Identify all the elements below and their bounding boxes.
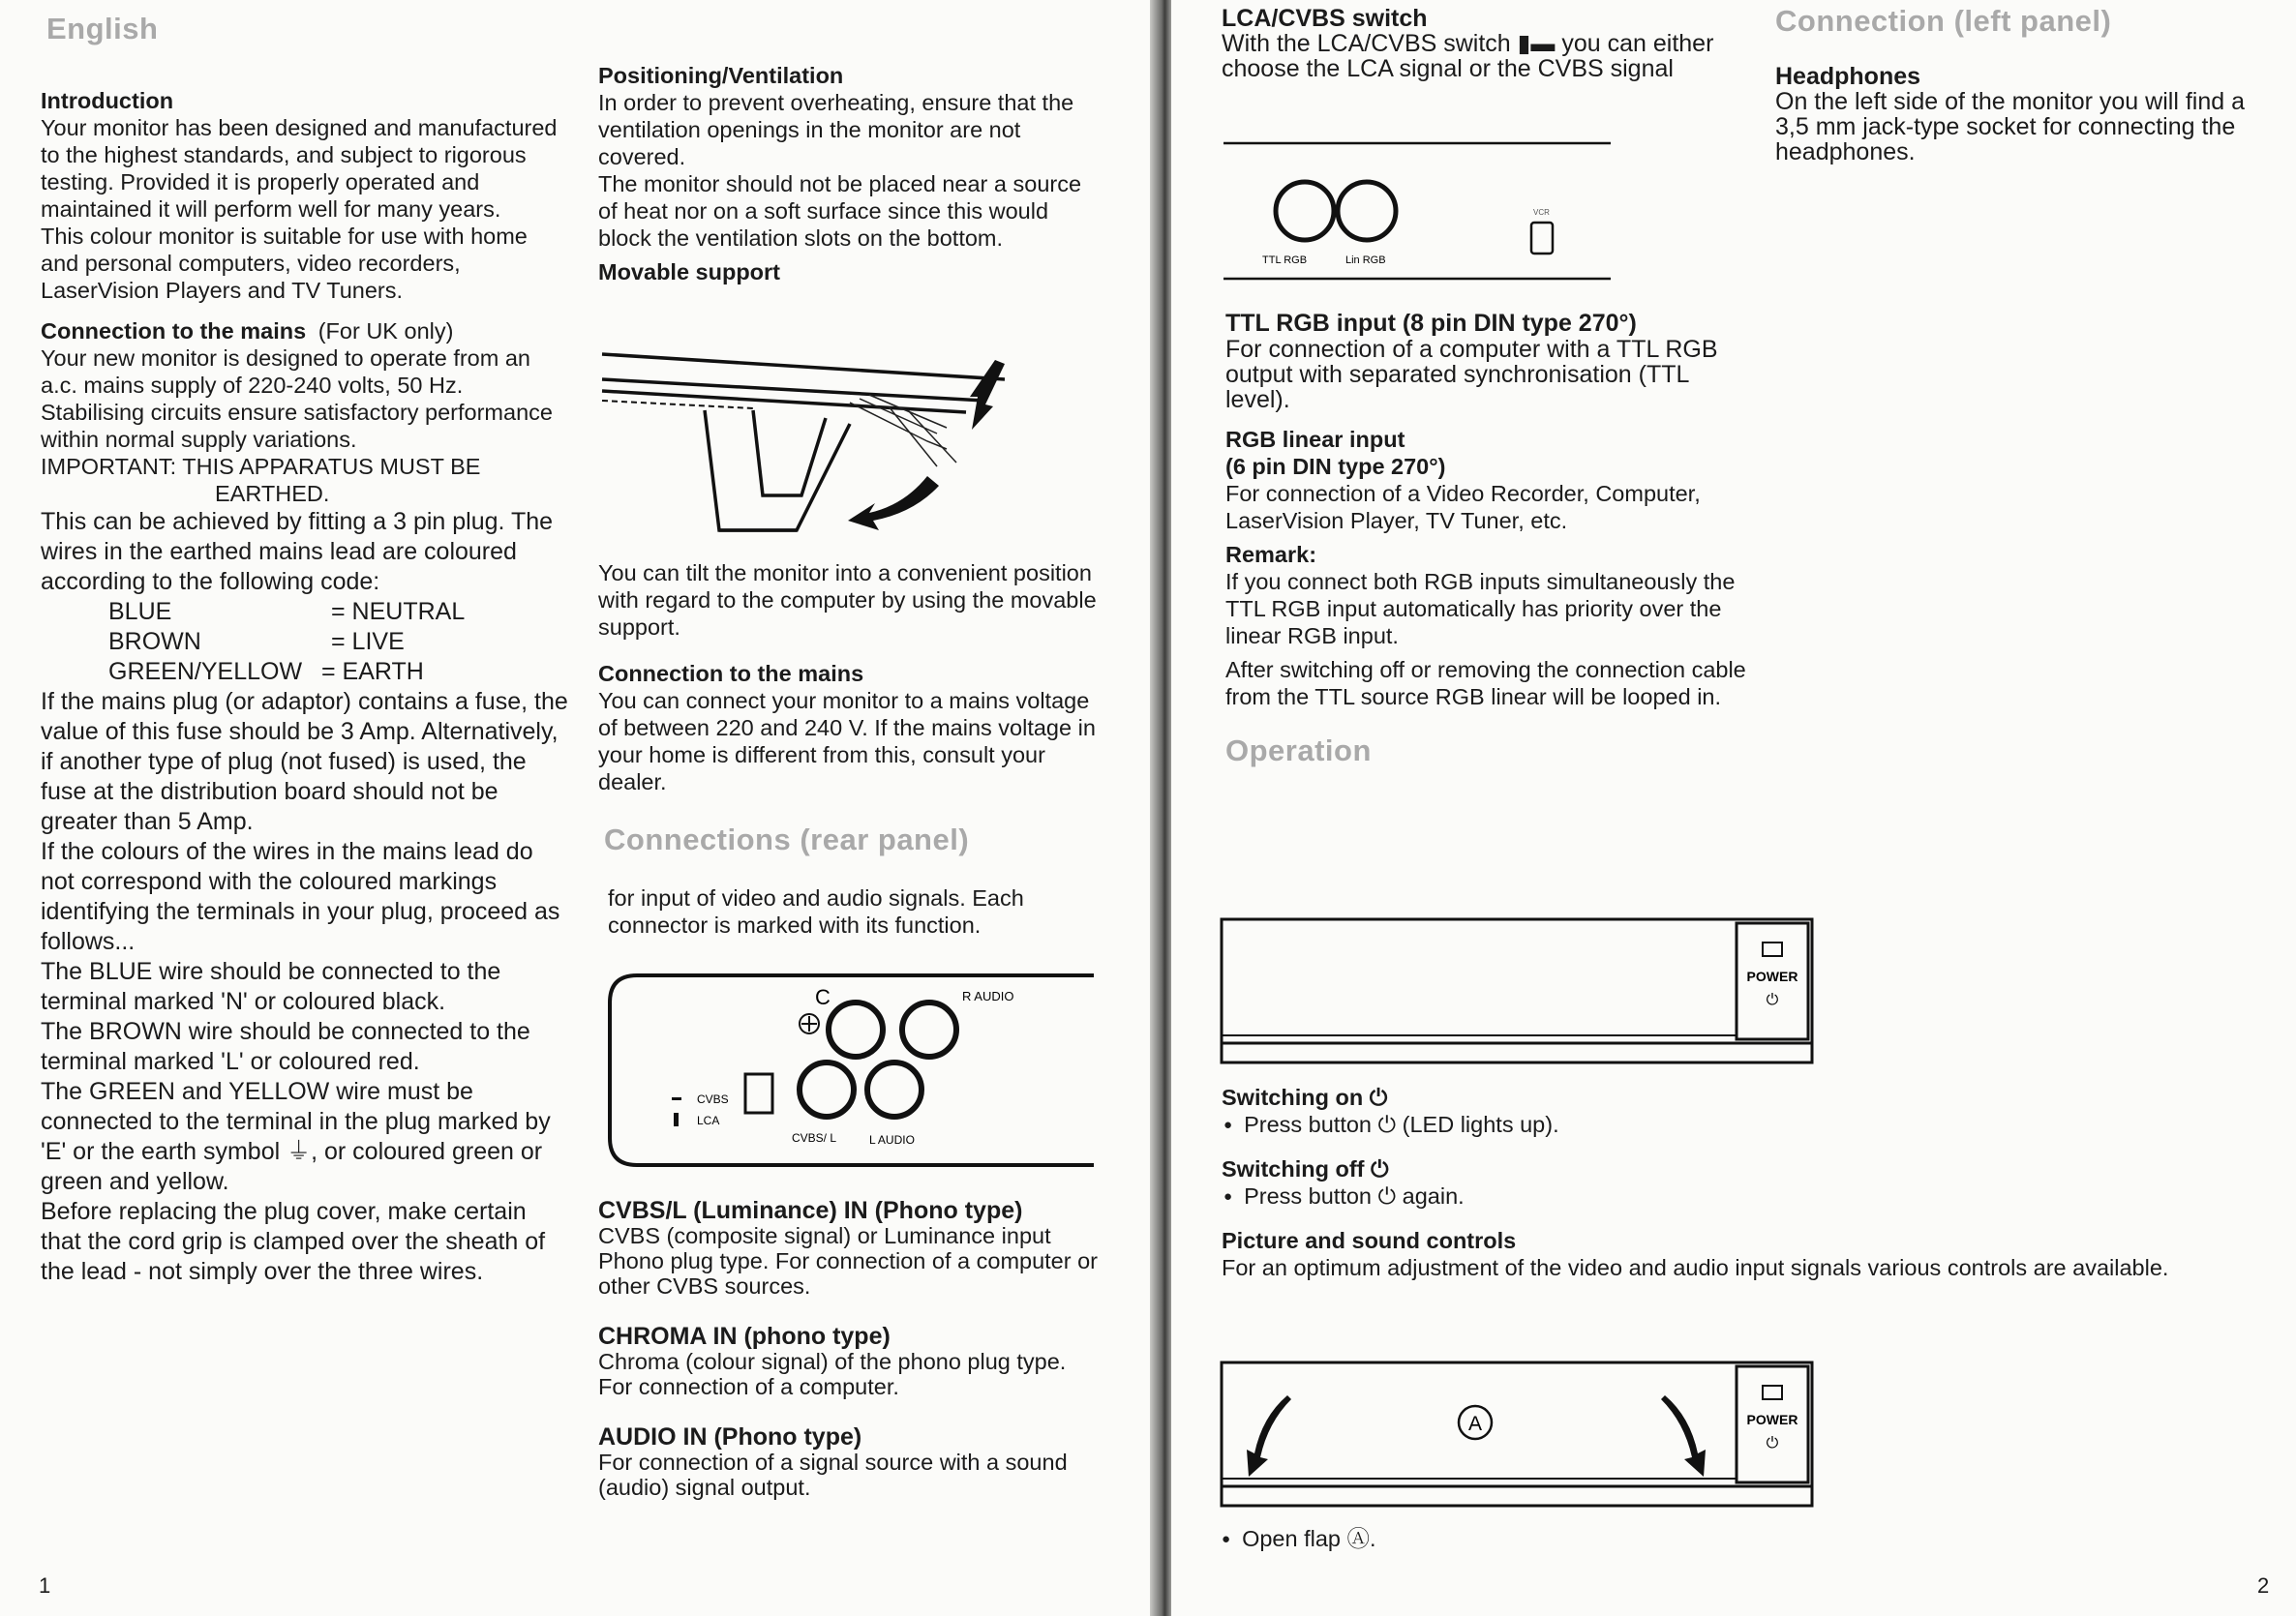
ttl-rgb-paragraph: For connection of a computer with a TTL RGB output with separated synchronisation (TTL level). xyxy=(1225,336,1718,413)
section-title-rear-panel: Connections (rear panel) xyxy=(604,823,970,856)
after-switching-paragraph: After switching off or removing the connection cable from the TTL source RGB linear will be looped in. xyxy=(1225,657,1746,709)
r-audio-label: R AUDIO xyxy=(962,989,1014,1003)
important-line-1: IMPORTANT: THIS APPARATUS MUST BE xyxy=(41,454,481,479)
headphones-paragraph: On the left side of the monitor you will find a 3,5 mm jack-type socket for connecting the headphones. xyxy=(1775,88,2245,165)
mains-uk-paragraph: Your new monitor is designed to operate from an a.c. mains supply of 220-240 volts, 50 Hz. Stabilising circuits ensure satisfactory performance within normal supply variations. xyxy=(41,345,553,452)
wire-code-row xyxy=(41,627,568,657)
vcr-label: VCR xyxy=(1533,208,1550,217)
tilt-paragraph: You can tilt the monitor into a convenient position with regard to the computer by using the movable support. xyxy=(598,560,1097,640)
power-led-icon xyxy=(1763,1386,1782,1399)
cvbs-paragraph: CVBS (composite signal) or Luminance input Phono plug type. For connection of a computer or other CVBS sources. xyxy=(598,1223,1099,1299)
positioning-heading: Positioning/Ventilation xyxy=(598,63,844,88)
intro-paragraph-1: Your monitor has been designed and manufactured to the highest standards, and subject to rigorous testing. Provided it is properly operated and maintained it will perform well for many years. xyxy=(41,115,558,222)
cvbs-marker-icon xyxy=(672,1097,681,1100)
lca-marker-icon xyxy=(674,1113,679,1126)
book-gutter xyxy=(1150,0,1171,1616)
flap-a-label: A xyxy=(1467,1413,1483,1435)
remark-paragraph: If you connect both RGB inputs simultaneously the TTL RGB input automatically has priority over the linear RGB input. xyxy=(1225,569,1736,648)
cvbs-label: CVBS xyxy=(697,1092,729,1106)
wire-code-row xyxy=(41,657,568,687)
wire-function: = EARTH xyxy=(321,658,424,685)
rgb-linear-heading-type: (6 pin DIN type 270°) xyxy=(1225,454,1446,479)
rear-panel-diagram xyxy=(602,968,1096,1171)
cvbs-l-socket xyxy=(800,1062,854,1117)
l-audio-label: L AUDIO xyxy=(869,1133,915,1147)
remark-heading: Remark: xyxy=(1225,542,1317,567)
rgb-linear-paragraph: For connection of a Video Recorder, Computer, LaserVision Player, TV Tuner, etc. xyxy=(1225,481,1701,533)
audio-paragraph: For connection of a signal source with a sound (audio) signal output. xyxy=(598,1450,1068,1500)
column-2-lower xyxy=(598,559,1102,939)
switching-off-heading: Switching off ⏻ xyxy=(1222,1156,1389,1182)
flap-arrow-right-icon xyxy=(1661,1395,1706,1477)
section-title-english: English xyxy=(46,12,159,45)
audio-heading: AUDIO IN (Phono type) xyxy=(598,1423,862,1451)
lca-cvbs-heading: LCA/CVBS switch xyxy=(1222,5,1428,32)
ttl-rgb-heading: TTL RGB input (8 pin DIN type 270°) xyxy=(1225,310,1637,337)
column-1 xyxy=(41,12,568,1287)
brown-wire-paragraph: The BROWN wire should be connected to the terminal marked 'L' or coloured red. xyxy=(41,1018,530,1075)
lin-rgb-socket xyxy=(1338,182,1396,240)
column-3-middle xyxy=(1225,310,1748,768)
ttl-rgb-socket xyxy=(1276,182,1334,240)
lin-rgb-label: Lin RGB xyxy=(1345,254,1386,266)
wire-colour: BLUE xyxy=(108,598,172,625)
colours-paragraph: If the colours of the wires in the mains lead do not correspond with the coloured markings identifying the terminals in your plug, proceed as follows... xyxy=(41,838,560,955)
wire-code-table xyxy=(41,597,568,687)
switching-on-bullet: ● Press button ⏻ (LED lights up). xyxy=(1222,1111,2267,1142)
column-4 xyxy=(1775,4,2269,165)
mains-heading: Connection to the mains xyxy=(598,661,864,686)
l-audio-socket xyxy=(867,1062,921,1117)
headphones-heading: Headphones xyxy=(1775,63,1921,90)
wire-function: = LIVE xyxy=(331,628,405,655)
front-flap-diagram xyxy=(1220,1361,1816,1508)
switching-on-heading: Switching on ⏻ xyxy=(1222,1085,1388,1110)
front-panel-diagram xyxy=(1220,917,1816,1064)
lca-cvbs-paragraph: With the LCA/CVBS switch ▮▬ you can either choose the LCA signal or the CVBS signal xyxy=(1222,30,1714,82)
mains-uk-heading-text: Connection to the mains xyxy=(41,318,307,344)
mains-uk-suffix: (For UK only) xyxy=(317,318,454,344)
picture-sound-heading: Picture and sound controls xyxy=(1222,1228,1517,1253)
rear-panel-paragraph: for input of video and audio signals. Each connector is marked with its function. xyxy=(608,885,1024,938)
important-line-2: EARTHED. xyxy=(215,481,330,506)
positioning-paragraph-2: The monitor should not be placed near a source of heat nor on a soft surface since this would block the ventilation slots on the bottom. xyxy=(598,171,1082,251)
mains-uk-heading xyxy=(41,317,568,344)
column-3-operation xyxy=(1222,1084,2267,1281)
chroma-label: C xyxy=(815,985,831,1009)
movable-support-heading: Movable support xyxy=(598,259,781,284)
page-number-1: 1 xyxy=(39,1573,51,1598)
intro-paragraph-2: This colour monitor is suitable for use with home and personal computers, video recorders, LaserVision Players and TV Tuners. xyxy=(41,224,528,303)
wire-code-row xyxy=(41,597,568,627)
power-button-icon: ⏻ xyxy=(1766,1433,1779,1451)
positioning-paragraph-1: In order to prevent overheating, ensure that the ventilation openings in the monitor are not covered. xyxy=(598,90,1074,169)
section-title-left-panel: Connection (left panel) xyxy=(1775,4,2112,38)
fuse-paragraph: If the mains plug (or adaptor) contains a fuse, the value of this fuse should be 3 Amp. Alternatively, if another type of plug (not fused) is used, the fuse at the distribution board should not be greater than 5 Amp. xyxy=(41,688,568,835)
wire-colour: GREEN/YELLOW xyxy=(108,658,303,685)
cvbs-heading: CVBS/L (Luminance) IN (Phono type) xyxy=(598,1197,1023,1224)
movable-support-illustration xyxy=(598,341,1063,552)
cvbs-l-label: CVBS/ L xyxy=(792,1131,837,1145)
r-audio-socket xyxy=(902,1003,956,1057)
intro-heading: Introduction xyxy=(41,88,174,113)
rotate-arrow-icon xyxy=(848,476,939,530)
plug-cover-paragraph: Before replacing the plug cover, make certain that the cord grip is clamped over the sheath of the lead - not simply over the three wires. xyxy=(41,1198,546,1285)
power-button-icon: ⏻ xyxy=(1766,990,1779,1008)
mains-paragraph: You can connect your monitor to a mains voltage of between 220 and 240 V. If the mains voltage in your home is different from this, consult your dealer. xyxy=(598,688,1096,794)
chroma-socket xyxy=(829,1003,883,1057)
section-title-operation: Operation xyxy=(1225,733,1372,767)
blue-wire-paragraph: The BLUE wire should be connected to the terminal marked 'N' or coloured black. xyxy=(41,958,501,1015)
wire-colour: BROWN xyxy=(108,628,201,655)
chroma-heading: CHROMA IN (phono type) xyxy=(598,1323,891,1350)
column-3 xyxy=(1222,6,1744,81)
open-flap-bullet: ● Open flap Ⓐ. xyxy=(1222,1525,1706,1556)
column-2 xyxy=(598,62,1102,285)
page-number-2: 2 xyxy=(2257,1573,2270,1598)
earth-paragraph: This can be achieved by fitting a 3 pin plug. The wires in the earthed mains lead are coloured according to the following code: xyxy=(41,508,554,595)
tilt-arrow-icon xyxy=(970,360,1005,430)
wire-function: = NEUTRAL xyxy=(331,598,466,625)
flap-arrow-left-icon xyxy=(1247,1395,1291,1477)
vcr-switch xyxy=(1531,223,1553,254)
switching-off-bullet: ● Press button ⏻ again. xyxy=(1222,1182,2267,1213)
chroma-paragraph: Chroma (colour signal) of the phono plug type. For connection of a computer. xyxy=(598,1349,1067,1399)
power-label: POWER xyxy=(1746,969,1798,984)
rgb-linear-heading: RGB linear input xyxy=(1225,427,1405,452)
lca-label: LCA xyxy=(697,1114,720,1127)
green-wire-paragraph: The GREEN and YELLOW wire must be connected to the terminal in the plug marked by 'E' or the earth symbol ⏚, or coloured green or green and yellow. xyxy=(41,1078,551,1195)
picture-sound-paragraph: For an optimum adjustment of the video and audio input signals various controls are available. xyxy=(1222,1255,2169,1280)
power-led-icon xyxy=(1763,943,1782,956)
page-2 xyxy=(1171,0,2296,1616)
ground-symbol-icon xyxy=(800,1014,819,1033)
power-label: POWER xyxy=(1746,1412,1798,1427)
ttl-rgb-label: TTL RGB xyxy=(1262,254,1308,266)
column-2-bottom xyxy=(598,1198,1102,1500)
din-connectors-diagram xyxy=(1222,135,1628,290)
column-3-bottom xyxy=(1222,1525,1706,1556)
lca-cvbs-switch xyxy=(745,1074,772,1113)
